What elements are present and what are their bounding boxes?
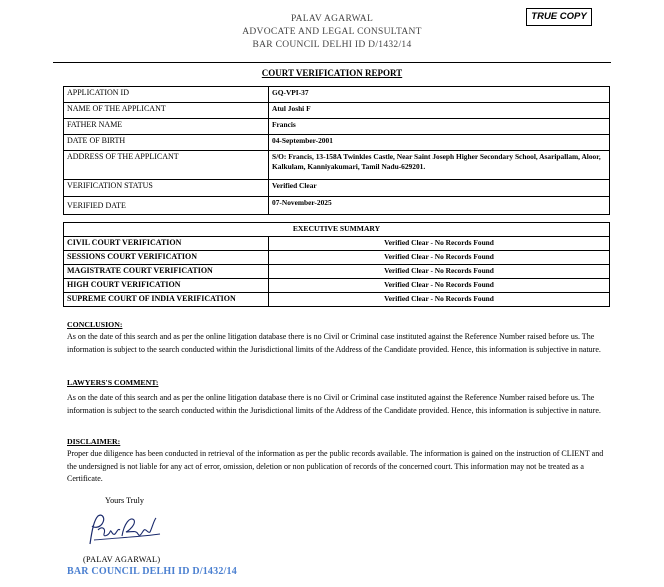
detail-label: NAME OF THE APPLICANT bbox=[64, 103, 269, 119]
summary-heading: EXECUTIVE SUMMARY bbox=[64, 223, 610, 237]
table-row bbox=[64, 265, 610, 279]
conclusion-heading: CONCLUSION: bbox=[67, 320, 123, 329]
footer-bar-council-id: BAR COUNCIL DELHI ID D/1432/14 bbox=[67, 566, 237, 577]
lawyers-comment-text: As on the date of this search and as per the online litigation database there is no Civil or Criminal case instituted against the Reference Number raised before us. The information is subject to the search conducted within the Jurisdictional limits of the Address of the Candidate provided. Hence, this information is subjective in nature. bbox=[67, 393, 601, 415]
summary-label: HIGH COURT VERIFICATION bbox=[64, 279, 269, 293]
summary-label: CIVIL COURT VERIFICATION bbox=[64, 237, 269, 251]
disclaimer-text: Proper due diligence has been conducted in retrieval of the information as per the public records available. The information is gained on the instruction of CLIENT and the undersigned is not liable for any act of error, omission, deletion or non publication of records of the concerned court. This information may not be treated as a Certificate. bbox=[67, 449, 604, 483]
summary-value: Verified Clear - No Records Found bbox=[269, 265, 610, 279]
disclaimer-heading: DISCLAIMER: bbox=[67, 437, 121, 446]
detail-value: Verified Clear bbox=[269, 180, 610, 197]
detail-value: 04-September-2001 bbox=[269, 135, 610, 151]
table-row bbox=[64, 293, 610, 307]
signatory-name: (PALAV AGARWAL) bbox=[83, 555, 161, 564]
table-row bbox=[64, 251, 610, 265]
detail-value: S/O: Francis, 13-158A Twinkles Castle, Near Saint Joseph Higher Secondary School, Asaripallam, Aloor, Kalkulam, Kanniyakumari, Tamil Nadu-629201. bbox=[269, 151, 610, 180]
detail-value: 07-November-2025 bbox=[269, 197, 610, 215]
table-row bbox=[64, 237, 610, 251]
summary-value: Verified Clear - No Records Found bbox=[269, 237, 610, 251]
table-row bbox=[64, 279, 610, 293]
detail-label: VERIFIED DATE bbox=[64, 197, 269, 215]
table-row bbox=[64, 103, 610, 119]
detail-value: Atul Joshi F bbox=[269, 103, 610, 119]
conclusion-text: As on the date of this search and as per the online litigation database there is no Civil or Criminal case instituted against the Reference Number raised before us. The information is subject to the search conducted within the Jurisdictional limits of the Address of the Candidate provided. Hence, this information is subjective in nature. bbox=[67, 332, 601, 354]
advocate-name: PALAV AGARWAL bbox=[290, 14, 374, 24]
header-divider bbox=[53, 62, 611, 63]
table-row bbox=[64, 151, 610, 180]
detail-value: Francis bbox=[269, 119, 610, 135]
summary-label: SESSIONS COURT VERIFICATION bbox=[64, 251, 269, 265]
detail-label: DATE OF BIRTH bbox=[64, 135, 269, 151]
detail-label: FATHER NAME bbox=[64, 119, 269, 135]
detail-value: GQ-VPI-37 bbox=[269, 87, 610, 103]
summary-label: SUPREME COURT OF INDIA VERIFICATION bbox=[64, 293, 269, 307]
applicant-details-table bbox=[63, 86, 610, 215]
true-copy-stamp: TRUE COPY bbox=[526, 8, 592, 26]
summary-value: Verified Clear - No Records Found bbox=[269, 293, 610, 307]
bar-council-id: BAR COUNCIL DELHI ID D/1432/14 bbox=[252, 40, 412, 50]
table-row bbox=[64, 87, 610, 103]
table-row bbox=[64, 180, 610, 197]
signature-image bbox=[84, 510, 164, 550]
table-row bbox=[64, 223, 610, 237]
detail-label: VERIFICATION STATUS bbox=[64, 180, 269, 197]
executive-summary-table bbox=[63, 222, 610, 307]
summary-label: MAGISTRATE COURT VERIFICATION bbox=[64, 265, 269, 279]
detail-label: ADDRESS OF THE APPLICANT bbox=[64, 151, 269, 180]
lawyers-comment-heading: LAWYERS'S COMMENT: bbox=[67, 378, 159, 387]
advocate-designation: ADVOCATE AND LEGAL CONSULTANT bbox=[242, 27, 422, 37]
table-row bbox=[64, 135, 610, 151]
summary-value: Verified Clear - No Records Found bbox=[269, 279, 610, 293]
detail-label: APPLICATION ID bbox=[64, 87, 269, 103]
report-title: COURT VERIFICATION REPORT bbox=[261, 68, 403, 78]
table-row bbox=[64, 197, 610, 215]
table-row bbox=[64, 119, 610, 135]
summary-value: Verified Clear - No Records Found bbox=[269, 251, 610, 265]
closing-text: Yours Truly bbox=[105, 496, 144, 505]
